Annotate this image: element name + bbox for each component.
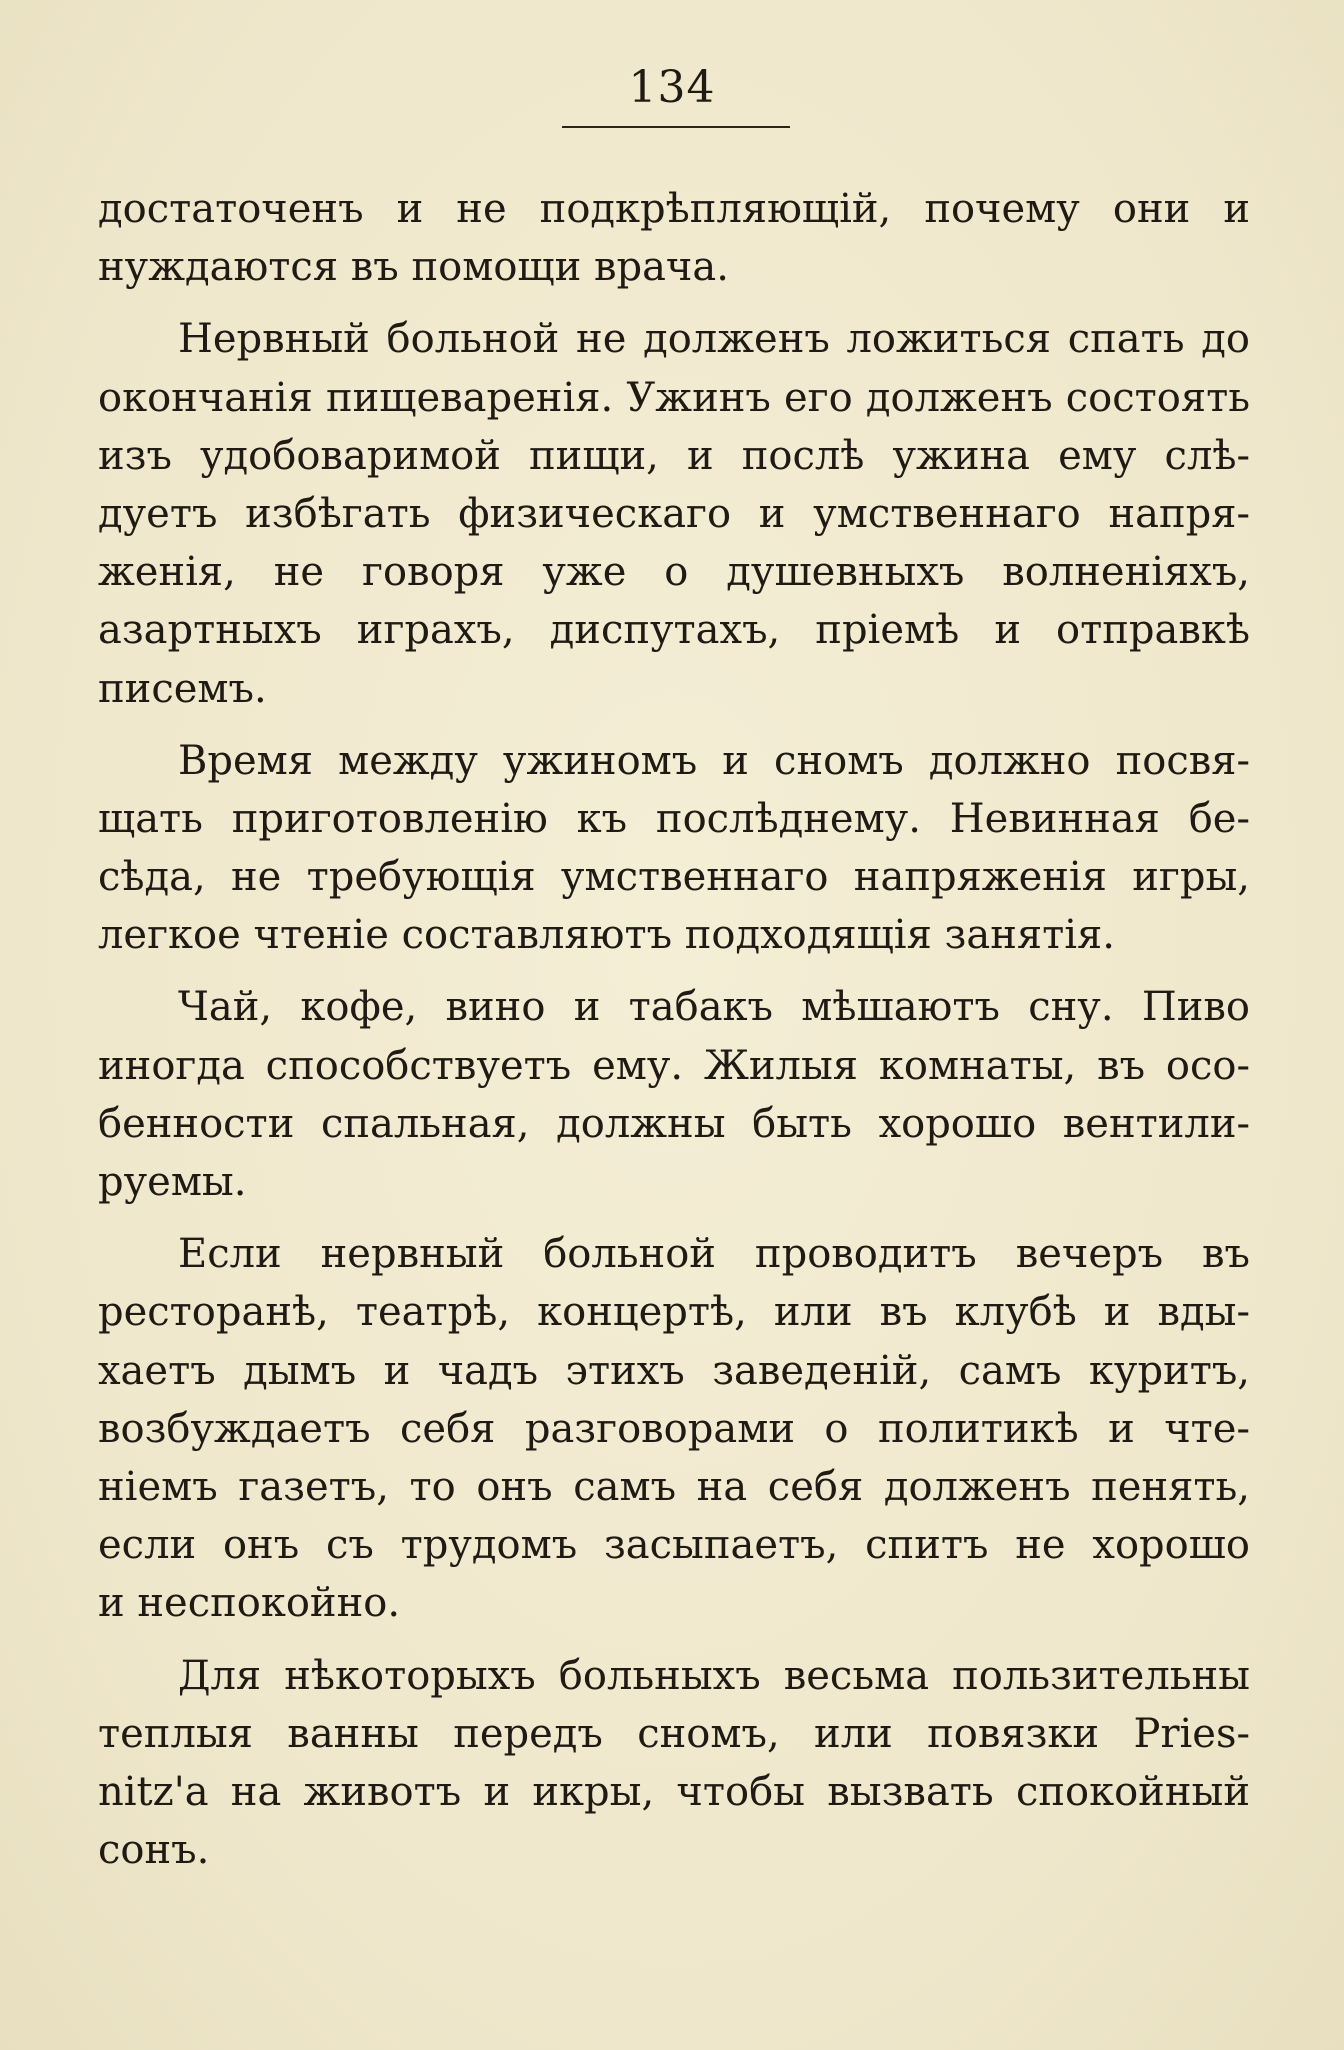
text-line: сонъ. xyxy=(98,1827,210,1874)
page-number: 134 xyxy=(628,62,716,113)
text-line: достаточенъ и не подкрѣпляющій, почему они и xyxy=(98,186,1250,232)
text-line: и неспокойно. xyxy=(98,1580,401,1627)
text-line: писемъ. xyxy=(98,665,267,712)
text-line: если онъ съ трудомъ засыпаетъ, спитъ не хорошо xyxy=(98,1522,1250,1569)
paragraph xyxy=(98,180,1250,296)
text-line: теплыя ванны передъ сномъ, или повязки Pries- xyxy=(98,1710,1250,1757)
text-line: легкое чтеніе составляютъ подходящія занятія. xyxy=(98,912,1115,959)
paragraph xyxy=(98,310,1250,717)
text-line: Время между ужиномъ и сномъ должно посвя- xyxy=(178,737,1250,784)
paragraph xyxy=(98,732,1250,965)
text-line: Нервный больной не долженъ ложиться спать до xyxy=(178,316,1250,363)
text-line: ніемъ газетъ, то онъ самъ на себя долженъ пенять, xyxy=(98,1463,1250,1510)
paragraph xyxy=(98,1647,1250,1880)
text-line: бенности спальная, должны быть хорошо вентили- xyxy=(98,1100,1250,1147)
text-line: хаетъ дымъ и чадъ этихъ заведеній, самъ куритъ, xyxy=(98,1347,1250,1394)
text-line: азартныхъ играхъ, диспутахъ, пріемѣ и отправкѣ xyxy=(98,607,1250,654)
text-line: nitz'а на животъ и икры, чтобы вызвать спокойный xyxy=(98,1768,1250,1815)
text-line: ресторанѣ, театрѣ, концертѣ, или въ клубѣ и вды- xyxy=(98,1289,1250,1336)
text-line: женія, не говоря уже о душевныхъ волненіяхъ, xyxy=(98,549,1250,596)
text-line: нуждаются въ помощи врача. xyxy=(98,244,729,291)
text-line: руемы. xyxy=(98,1159,247,1205)
page-header xyxy=(0,58,1344,118)
body-text xyxy=(98,180,1250,1879)
text-line: дуетъ избѣгать физическаго и умственнаго напря- xyxy=(98,490,1250,537)
text-line: Для нѣкоторыхъ больныхъ весьма пользительны xyxy=(178,1652,1250,1699)
text-line: окончанія пищеваренія. Ужинъ его долженъ состоять xyxy=(98,374,1250,421)
header-rule xyxy=(562,126,790,128)
paragraph xyxy=(98,1225,1250,1632)
text-line: изъ удобоваримой пищи, и послѣ ужина ему слѣ- xyxy=(98,432,1250,479)
text-line: щать приготовленію къ послѣднему. Невинная бе- xyxy=(98,795,1250,842)
text-line: сѣда, не требующія умственнаго напряженія игры, xyxy=(98,854,1250,901)
text-line: Чай, кофе, вино и табакъ мѣшаютъ сну. Пиво xyxy=(178,984,1250,1031)
text-line: Если нервный больной проводитъ вечеръ въ xyxy=(178,1231,1250,1278)
text-line: возбуждаетъ себя разговорами о политикѣ и чте- xyxy=(98,1405,1250,1452)
paragraph xyxy=(98,978,1250,1211)
text-line: иногда способствуетъ ему. Жилыя комнаты, въ осо- xyxy=(98,1042,1250,1089)
